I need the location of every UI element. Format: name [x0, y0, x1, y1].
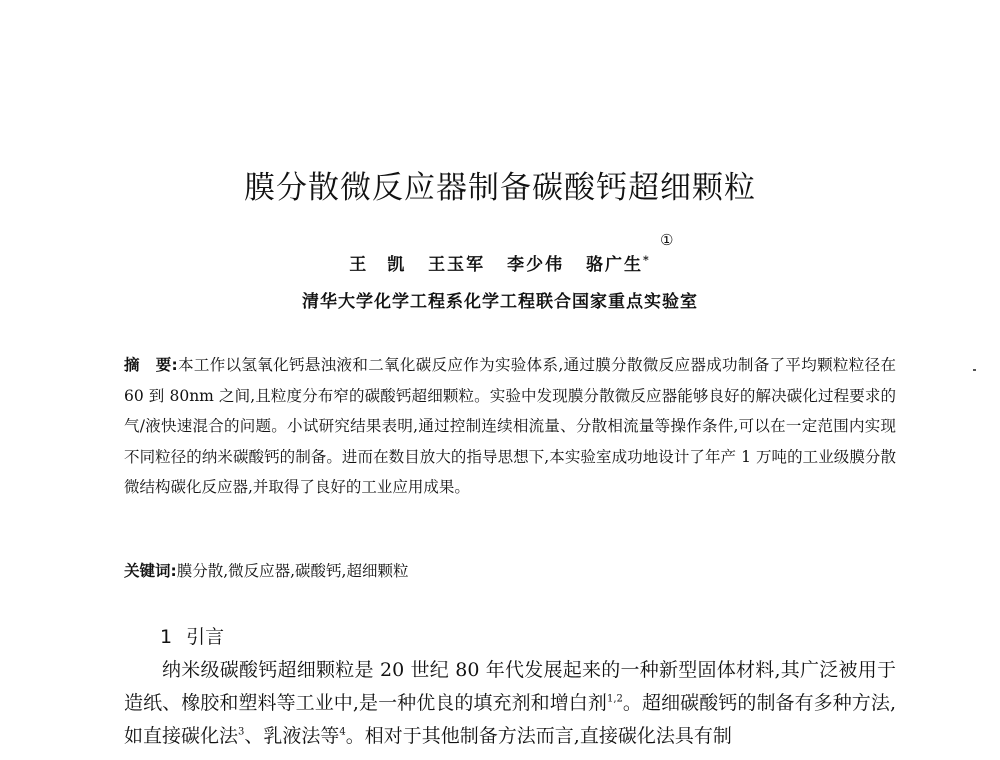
- citation-ref-3: 4: [339, 726, 346, 738]
- keywords-label: 关键词:: [124, 562, 177, 580]
- author-3: 李少伟: [507, 255, 565, 275]
- footnote-mark: ①: [660, 231, 674, 249]
- body-text-part-1: 纳米级碳酸钙超细颗粒是 20 世纪 80 年代发展起来的一种新型固体材料,其广泛被用于造纸、橡胶和塑料等工业中,是一种优良的填充剂和增白剂: [124, 659, 896, 714]
- body-paragraph: [124, 654, 896, 753]
- author-4: 骆广生: [586, 255, 643, 275]
- abstract: [124, 350, 896, 503]
- section-heading: [160, 622, 224, 649]
- keywords-text: 膜分散,微反应器,碳酸钙,超细颗粒: [176, 562, 409, 580]
- scan-artifact: [973, 369, 976, 371]
- section-number: 1: [160, 626, 173, 648]
- affiliation: 清华大学化学工程系化学工程联合国家重点实验室: [302, 292, 698, 312]
- author-list: [0, 250, 1000, 275]
- keywords: [124, 557, 896, 585]
- body-text-part-2: 。超细碳酸钙的制备有多种方法,如直接碳化法: [124, 692, 896, 747]
- body-text-part-4: 。相对于其他制备方法而言,直接碳化法具有制: [345, 725, 732, 747]
- citation-ref-2: 3: [238, 726, 245, 738]
- abstract-text: 本工作以氢氧化钙悬浊液和二氧化碳反应作为实验体系,通过膜分散微反应器成功制备了平均颗粒粒径在 60 到 80nm 之间,且粒度分布窄的碳酸钙超细颗粒。实验中发现膜分散微反应器能够良好的解决碳化过程要求的气/液快速混合的问题。小试研究结果表明,通过控制连续相流量、分散相流量等操作条件,可以在一定范围内实现不同粒径的纳米碳酸钙的制备。进而在数目放大的指导思想下,本实验室成功地设计了年产 1 万吨的工业级膜分散微结构碳化反应器,并取得了良好的工业应用成果。: [124, 356, 896, 496]
- body-text-part-3: 、乳液法等: [244, 725, 340, 747]
- author-1: 王 凯: [349, 255, 407, 275]
- citation-ref-1: 1,2: [606, 693, 623, 705]
- section-title: 引言: [186, 626, 225, 648]
- corresponding-author-mark: *: [643, 253, 651, 267]
- author-2: 王玉军: [428, 255, 486, 275]
- abstract-label: 摘 要:: [124, 356, 178, 374]
- paper-title: 膜分散微反应器制备碳酸钙超细颗粒: [244, 170, 756, 206]
